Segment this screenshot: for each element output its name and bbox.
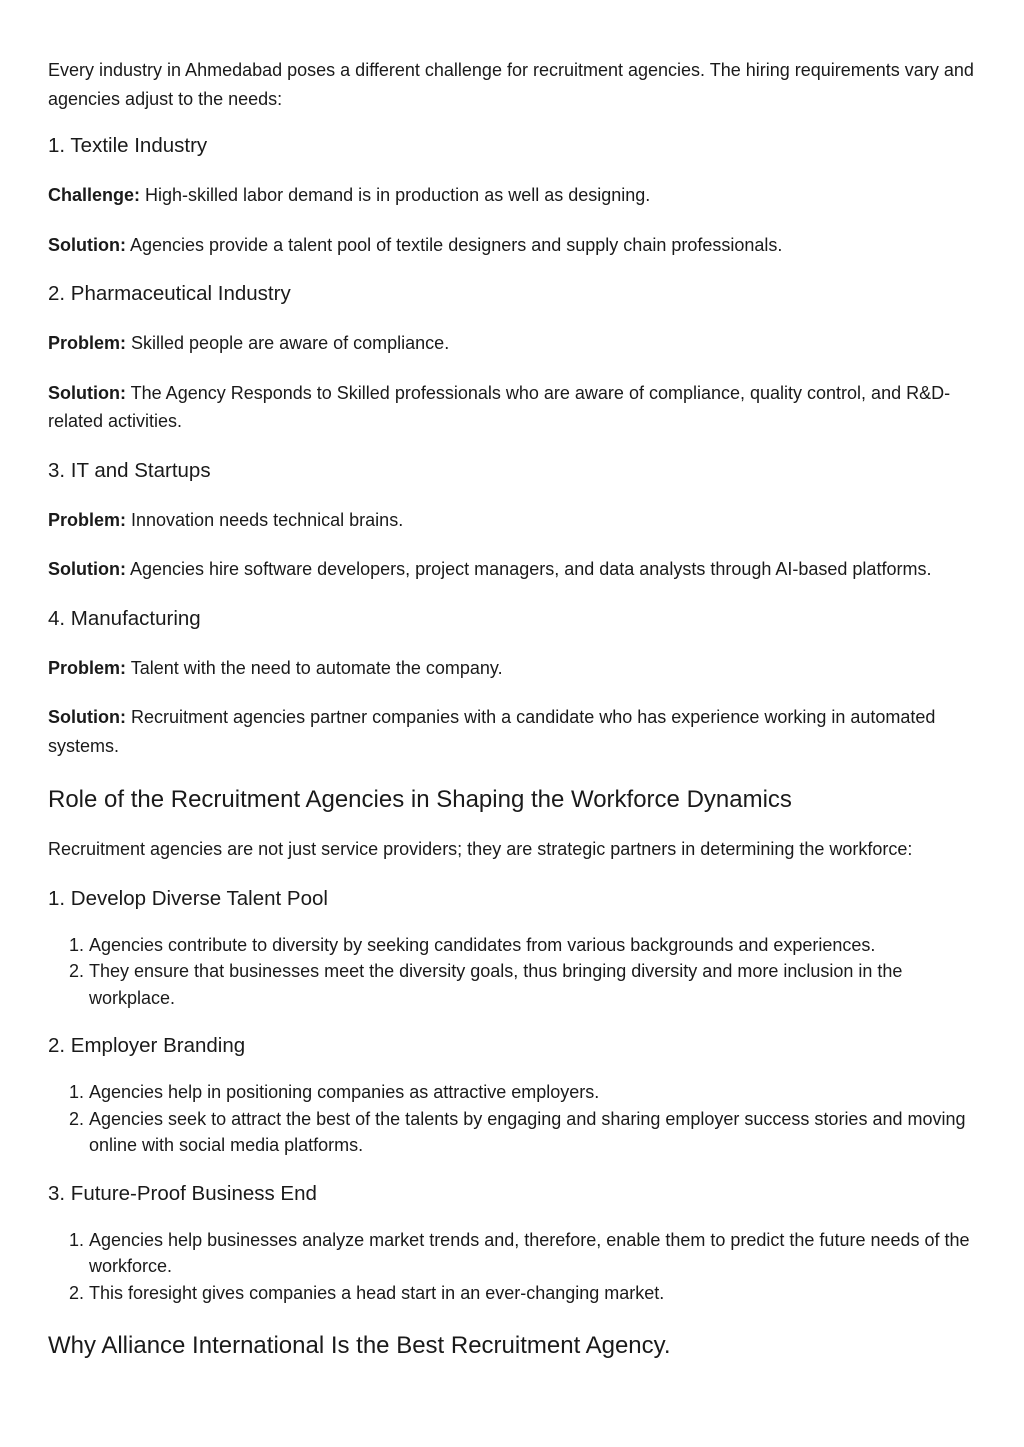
industry-heading-textile: 1. Textile Industry: [48, 134, 208, 157]
label-problem: Problem:: [48, 657, 127, 678]
list-item: 1. Agencies contribute to diversity by seeking candidates from various backgrounds and experiences.: [89, 932, 983, 959]
diverse-talent-list: [48, 932, 983, 1012]
label-solution: Solution:: [48, 382, 126, 403]
label-problem: Problem:: [48, 333, 127, 353]
role-section-intro: Recruitment agencies are not just service providers; they are strategic partners in determining the workforce:: [48, 839, 913, 859]
industry-solution: [48, 555, 983, 584]
industry-heading-manufacturing: 4. Manufacturing: [48, 606, 201, 630]
label-solution: Solution:: [48, 234, 126, 255]
future-proof-list: [48, 1227, 983, 1307]
text-solution: Agencies hire software developers, project managers, and data analysts through AI-based platforms.: [125, 559, 932, 579]
text-problem: Skilled people are aware of compliance.: [126, 333, 450, 353]
label-challenge: Challenge:: [48, 185, 141, 205]
text-challenge: High-skilled labor demand is in production as well as designing.: [140, 185, 651, 205]
industry-problem: [48, 506, 983, 535]
text-solution: Recruitment agencies partner companies with a candidate who has experience working in automated systems.: [48, 707, 936, 756]
subsection-heading-employer-branding: 2. Employer Branding: [48, 1034, 246, 1057]
industry-heading-pharma: 2. Pharmaceutical Industry: [48, 282, 291, 305]
list-item: 2. This foresight gives companies a head start in an ever-changing market.: [89, 1280, 983, 1307]
intro-paragraph: Every industry in Ahmedabad poses a different challenge for recruitment agencies. The hiring requirements vary and agencies adjust to the needs:: [48, 60, 974, 109]
text-problem: Innovation needs technical brains.: [126, 509, 404, 530]
label-solution: Solution:: [48, 707, 126, 727]
subsection-heading-future-proof: 3. Future-Proof Business End: [48, 1181, 317, 1205]
role-section-title: Role of the Recruitment Agencies in Shaping the Workforce Dynamics: [48, 786, 792, 813]
closing-heading: Why Alliance International Is the Best Recruitment Agency.: [48, 1332, 671, 1359]
text-problem: Talent with the need to automate the company.: [126, 657, 503, 678]
employer-branding-list: [48, 1079, 983, 1159]
subsection-heading-diverse-talent: 1. Develop Diverse Talent Pool: [48, 886, 328, 910]
industry-challenge: [48, 181, 983, 210]
list-item: 1. Agencies help in positioning companies as attractive employers.: [89, 1079, 983, 1106]
industry-problem: [48, 329, 983, 358]
industry-problem: [48, 654, 983, 683]
text-solution: Agencies provide a talent pool of textile designers and supply chain professionals.: [125, 234, 783, 255]
list-item: 2. Agencies seek to attract the best of the talents by engaging and sharing employer success stories and moving online with social media platforms.: [89, 1106, 983, 1159]
document-page: [48, 56, 983, 1362]
list-item: 2. They ensure that businesses meet the diversity goals, thus bringing diversity and more inclusion in the workplace.: [89, 958, 983, 1011]
industry-heading-it: 3. IT and Startups: [48, 458, 211, 482]
industry-solution: [48, 231, 983, 260]
industry-solution: [48, 379, 983, 436]
label-problem: Problem:: [48, 509, 127, 530]
list-item: 1. Agencies help businesses analyze market trends and, therefore, enable them to predict the future needs of the workforce.: [89, 1227, 983, 1280]
label-solution: Solution:: [48, 559, 126, 579]
industry-solution: [48, 703, 983, 760]
text-solution: The Agency Responds to Skilled professionals who are aware of compliance, quality control, and R&D-related activities.: [48, 382, 951, 431]
